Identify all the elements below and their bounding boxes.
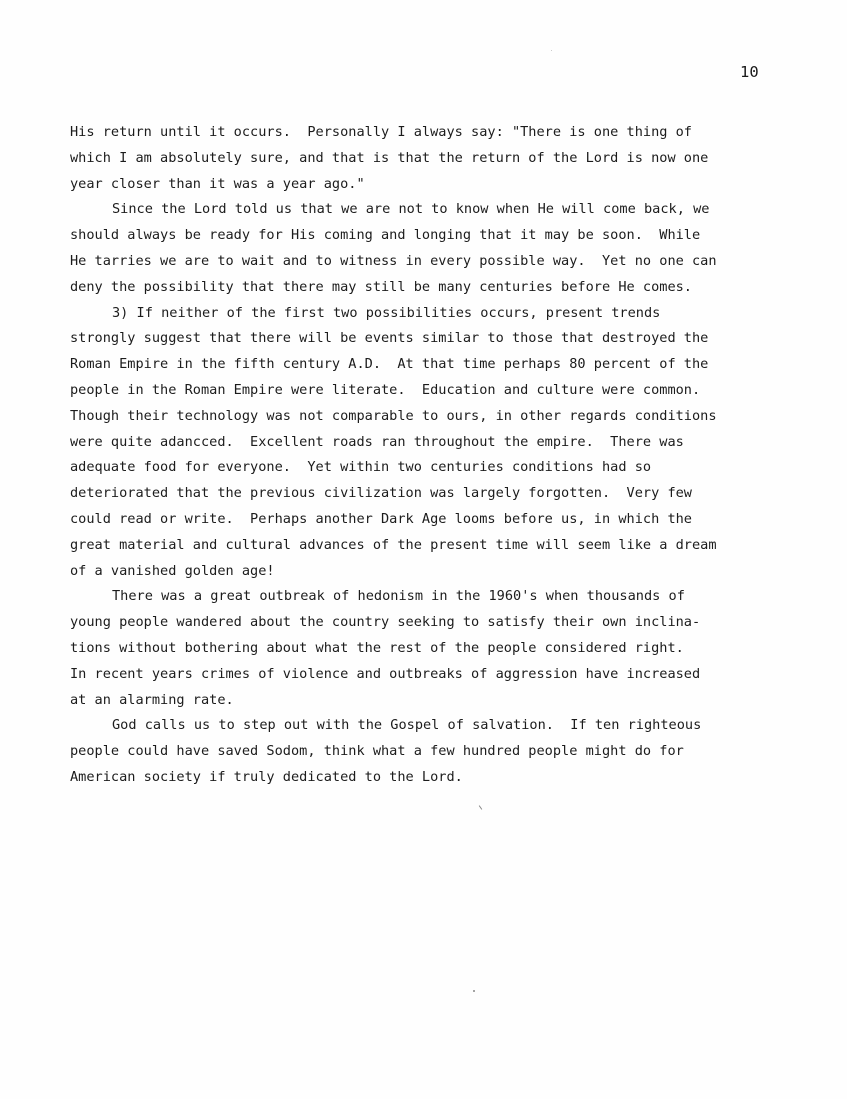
scan-speck [473,990,475,992]
text-line: people in the Roman Empire were literate. Education and culture were common. [70,381,701,398]
page-number: 10 [740,63,759,81]
text-line: In recent years crimes of violence and outbreaks of aggression have increased [70,665,701,682]
text-line: at an alarming rate. [70,691,234,708]
text-line: could read or write. Perhaps another Dark Age looms before us, in which the [70,510,692,527]
text-line: people could have saved Sodom, think what a few hundred people might do for [70,743,684,760]
text-line: which I am absolutely sure, and that is that the return of the Lord is now one [70,149,709,166]
text-line: 3) If neither of the first two possibilities occurs, present trends [112,304,661,321]
scan-speck [479,805,483,810]
text-line: Though their technology was not comparable to ours, in other regards conditions [70,407,717,424]
scan-speck [551,50,552,51]
text-line: should always be ready for His coming and longing that it may be soon. While [70,227,701,244]
text-line: He tarries we are to wait and to witness in every possible way. Yet no one can [70,252,717,269]
text-line: adequate food for everyone. Yet within two centuries conditions had so [70,459,652,476]
text-line: His return until it occurs. Personally I always say: "There is one thing of [70,124,692,140]
text-line: strongly suggest that there will be events similar to those that destroyed the [70,330,709,347]
text-line: were quite adancced. Excellent roads ran throughout the empire. There was [70,433,684,450]
body-text [70,120,770,791]
text-line: young people wandered about the country seeking to satisfy their own inclina- [70,614,701,631]
text-line: tions without bothering about what the rest of the people considered right. [70,639,684,656]
text-line: of a vanished golden age! [70,562,275,579]
text-line: Since the Lord told us that we are not to know when He will come back, we [112,201,710,218]
text-line: God calls us to step out with the Gospel of salvation. If ten righteous [112,717,702,734]
text-line: great material and cultural advances of the present time will seem like a dream [70,536,717,553]
text-line: year closer than it was a year ago." [70,175,365,192]
text-line: deteriorated that the previous civilization was largely forgotten. Very few [70,485,692,502]
text-line: deny the possibility that there may still be many centuries before He comes. [70,278,692,295]
text-line: Roman Empire in the fifth century A.D. At that time perhaps 80 percent of the [70,356,709,373]
text-line: American society if truly dedicated to the Lord. [70,768,463,785]
text-line: There was a great outbreak of hedonism in the 1960's when thousands of [112,588,685,605]
